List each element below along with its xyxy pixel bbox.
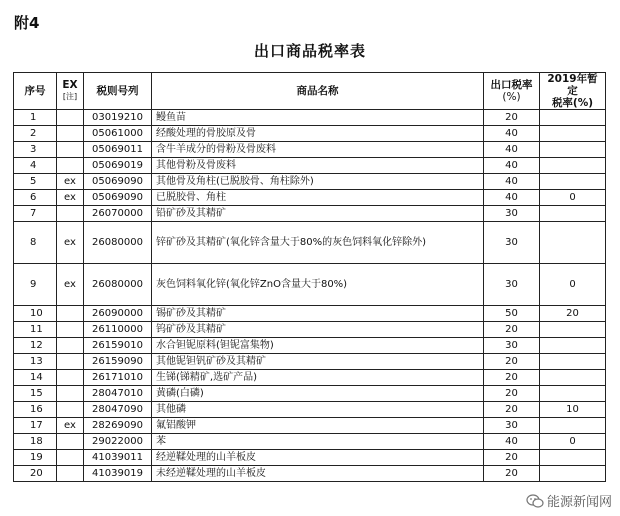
table-row (14, 222, 606, 264)
cell-ex: ex (57, 264, 84, 306)
cell-code: 28269090 (84, 418, 152, 434)
cell-name: 生锑(锑精矿,选矿产品) (152, 370, 484, 386)
cell-code: 05061000 (84, 126, 152, 142)
cell-name: 苯 (152, 434, 484, 450)
cell-code: 41039019 (84, 466, 152, 482)
cell-rate: 40 (484, 190, 540, 206)
annex-label: 附4 (14, 14, 40, 32)
cell-interim (540, 110, 606, 126)
cell-seq: 6 (14, 190, 57, 206)
table-row (14, 370, 606, 386)
table-row (14, 354, 606, 370)
cell-rate: 20 (484, 110, 540, 126)
cell-interim (540, 354, 606, 370)
cell-name: 其他磷 (152, 402, 484, 418)
cell-interim: 10 (540, 402, 606, 418)
cell-name: 其他骨粉及骨废料 (152, 158, 484, 174)
cell-seq: 5 (14, 174, 57, 190)
cell-rate: 30 (484, 222, 540, 264)
table-row (14, 338, 606, 354)
header-rate (484, 73, 540, 110)
cell-seq: 4 (14, 158, 57, 174)
cell-name: 其他骨及角柱(已脱胶骨、角柱除外) (152, 174, 484, 190)
cell-name: 钨矿砂及其精矿 (152, 322, 484, 338)
cell-code: 26090000 (84, 306, 152, 322)
cell-ex (57, 110, 84, 126)
cell-interim (540, 142, 606, 158)
header-ex (57, 73, 84, 110)
cell-interim (540, 370, 606, 386)
cell-ex: ex (57, 190, 84, 206)
cell-interim (540, 322, 606, 338)
header-code: 税则号列 (84, 73, 152, 110)
cell-rate: 40 (484, 174, 540, 190)
cell-rate: 30 (484, 264, 540, 306)
cell-rate: 20 (484, 354, 540, 370)
cell-name: 鳗鱼苗 (152, 110, 484, 126)
cell-interim (540, 466, 606, 482)
cell-name: 锡矿砂及其精矿 (152, 306, 484, 322)
cell-interim: 0 (540, 434, 606, 450)
cell-code: 05069090 (84, 174, 152, 190)
cell-name: 已脱胶骨、角柱 (152, 190, 484, 206)
cell-name: 经逆鞣处理的山羊板皮 (152, 450, 484, 466)
cell-code: 28047090 (84, 402, 152, 418)
table-row (14, 264, 606, 306)
cell-code: 26171010 (84, 370, 152, 386)
cell-ex (57, 402, 84, 418)
cell-code: 41039011 (84, 450, 152, 466)
cell-name: 锌矿砂及其精矿(氧化锌含量大于80%的灰色饲料氧化锌除外) (152, 222, 484, 264)
cell-ex (57, 370, 84, 386)
table-row (14, 306, 606, 322)
cell-ex (57, 126, 84, 142)
cell-name: 其他铌钽钒矿砂及其精矿 (152, 354, 484, 370)
cell-name: 经酸处理的骨胶原及骨 (152, 126, 484, 142)
cell-name: 氟铝酸钾 (152, 418, 484, 434)
cell-ex (57, 386, 84, 402)
cell-interim (540, 338, 606, 354)
cell-interim (540, 222, 606, 264)
cell-interim: 20 (540, 306, 606, 322)
cell-code: 26159010 (84, 338, 152, 354)
header-interim (540, 73, 606, 110)
table-row (14, 466, 606, 482)
header-interim-unit: 税率(%) (551, 97, 594, 109)
cell-seq: 1 (14, 110, 57, 126)
cell-seq: 15 (14, 386, 57, 402)
cell-rate: 20 (484, 402, 540, 418)
cell-code: 26080000 (84, 264, 152, 306)
cell-ex (57, 354, 84, 370)
cell-seq: 8 (14, 222, 57, 264)
cell-rate: 40 (484, 158, 540, 174)
cell-ex (57, 206, 84, 222)
cell-seq: 12 (14, 338, 57, 354)
cell-code: 26070000 (84, 206, 152, 222)
cell-seq: 10 (14, 306, 57, 322)
cell-interim (540, 418, 606, 434)
table-row (14, 206, 606, 222)
cell-rate: 50 (484, 306, 540, 322)
cell-seq: 9 (14, 264, 57, 306)
cell-seq: 17 (14, 418, 57, 434)
cell-rate: 20 (484, 386, 540, 402)
cell-ex (57, 466, 84, 482)
cell-ex (57, 322, 84, 338)
cell-seq: 16 (14, 402, 57, 418)
cell-name: 灰色饲料氧化锌(氧化锌ZnO含量大于80%) (152, 264, 484, 306)
cell-seq: 19 (14, 450, 57, 466)
cell-seq: 11 (14, 322, 57, 338)
cell-rate: 30 (484, 206, 540, 222)
cell-interim (540, 158, 606, 174)
header-interim-label: 2019年暂定 (547, 73, 598, 97)
table-row (14, 402, 606, 418)
table-row (14, 174, 606, 190)
cell-name: 黄磷(白磷) (152, 386, 484, 402)
cell-code: 26159090 (84, 354, 152, 370)
cell-code: 29022000 (84, 434, 152, 450)
cell-rate: 40 (484, 126, 540, 142)
cell-code: 05069090 (84, 190, 152, 206)
cell-interim: 0 (540, 264, 606, 306)
cell-seq: 14 (14, 370, 57, 386)
cell-ex: ex (57, 174, 84, 190)
cell-ex: ex (57, 418, 84, 434)
cell-name: 水合钽铌原料(钽铌富集物) (152, 338, 484, 354)
cell-ex (57, 158, 84, 174)
header-ex-note: [注] (62, 92, 78, 101)
cell-interim (540, 206, 606, 222)
header-rate-unit: (%) (502, 91, 521, 103)
cell-interim (540, 126, 606, 142)
tariff-table (13, 72, 606, 482)
table-row (14, 450, 606, 466)
cell-rate: 20 (484, 466, 540, 482)
cell-code: 05069011 (84, 142, 152, 158)
table-row (14, 386, 606, 402)
table-row (14, 126, 606, 142)
cell-rate: 20 (484, 450, 540, 466)
table-row (14, 110, 606, 126)
cell-code: 05069019 (84, 158, 152, 174)
table-row (14, 322, 606, 338)
cell-seq: 7 (14, 206, 57, 222)
header-rate-label: 出口税率 (490, 79, 533, 91)
cell-code: 26080000 (84, 222, 152, 264)
table-row (14, 434, 606, 450)
cell-seq: 3 (14, 142, 57, 158)
cell-name: 含牛羊成分的骨粉及骨废料 (152, 142, 484, 158)
cell-interim (540, 386, 606, 402)
cell-interim (540, 174, 606, 190)
cell-ex: ex (57, 222, 84, 264)
cell-name: 铅矿砂及其精矿 (152, 206, 484, 222)
header-ex-label: EX (62, 79, 78, 91)
cell-interim: 0 (540, 190, 606, 206)
cell-code: 03019210 (84, 110, 152, 126)
cell-code: 26110000 (84, 322, 152, 338)
cell-ex (57, 142, 84, 158)
wechat-icon (526, 494, 544, 508)
page-title: 出口商品税率表 (253, 42, 366, 60)
cell-ex (57, 338, 84, 354)
cell-ex (57, 434, 84, 450)
table-row (14, 418, 606, 434)
cell-seq: 2 (14, 126, 57, 142)
cell-name: 未经逆鞣处理的山羊板皮 (152, 466, 484, 482)
cell-rate: 40 (484, 434, 540, 450)
cell-rate: 20 (484, 370, 540, 386)
cell-rate: 20 (484, 322, 540, 338)
cell-seq: 20 (14, 466, 57, 482)
table-row (14, 142, 606, 158)
watermark-text: 能源新闻网 (546, 495, 612, 510)
cell-seq: 18 (14, 434, 57, 450)
cell-rate: 40 (484, 142, 540, 158)
table-header-row (14, 73, 606, 110)
table-row (14, 158, 606, 174)
header-seq: 序号 (14, 73, 57, 110)
cell-rate: 30 (484, 338, 540, 354)
header-name: 商品名称 (152, 73, 484, 110)
cell-ex (57, 306, 84, 322)
cell-code: 28047010 (84, 386, 152, 402)
cell-rate: 30 (484, 418, 540, 434)
cell-seq: 13 (14, 354, 57, 370)
cell-interim (540, 450, 606, 466)
cell-ex (57, 450, 84, 466)
table-row (14, 190, 606, 206)
watermark (526, 491, 612, 510)
